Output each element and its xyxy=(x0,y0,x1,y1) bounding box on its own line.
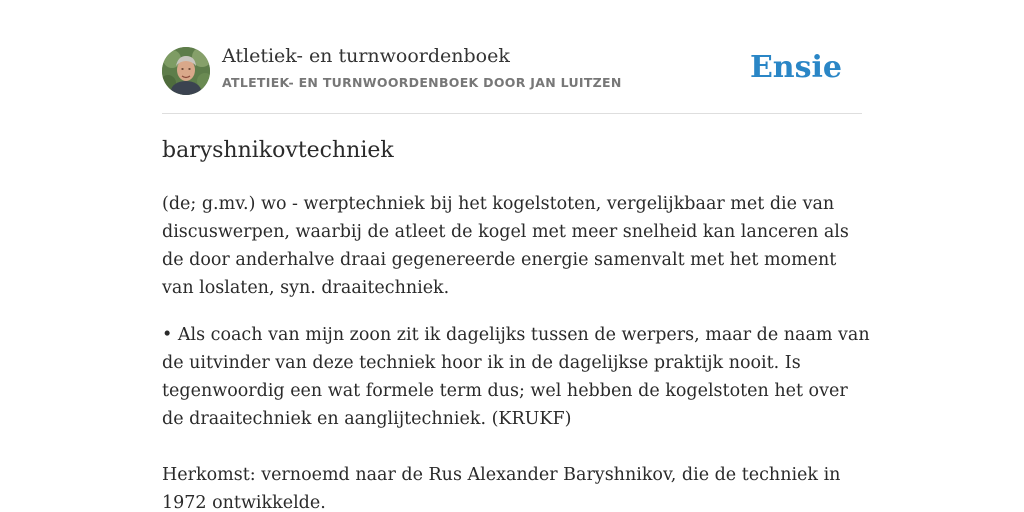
ensie-logo[interactable]: Ensie xyxy=(749,50,842,85)
source-title[interactable]: Atletiek- en turnwoordenboek xyxy=(222,45,510,67)
entry-note: • Als coach van mijn zoon zit ik dagelijks tussen de werpers, maar de naam van de uitvinder van deze techniek hoor ik in de dagelijkse praktijk nooit. Is tegenwoordig een wat formele term dus; wel hebben de kogelstoten het over de draaitechniek en aanglijtechniek. (KRUKF) xyxy=(162,325,870,429)
source-subtitle[interactable]: ATLETIEK- EN TURNWOORDENBOEK DOOR JAN LUITZEN xyxy=(222,75,622,90)
entry-definition: (de; g.mv.) wo - werptechniek bij het kogelstoten, vergelijkbaar met die van discuswerpen, waarbij de atleet de kogel met meer snelheid kan lanceren als de door anderhalve draai gegenereerde energie samenvalt met het moment van loslaten, syn. draaitechniek. xyxy=(162,194,849,298)
entry-term: baryshnikovtechniek xyxy=(162,138,394,163)
entry-origin: Herkomst: vernoemd naar de Rus Alexander Baryshnikov, die de techniek in 1972 ontwikkelde. xyxy=(162,465,841,512)
source-header xyxy=(162,0,862,114)
author-portrait-icon[interactable] xyxy=(162,47,210,95)
entry-card xyxy=(162,0,870,512)
